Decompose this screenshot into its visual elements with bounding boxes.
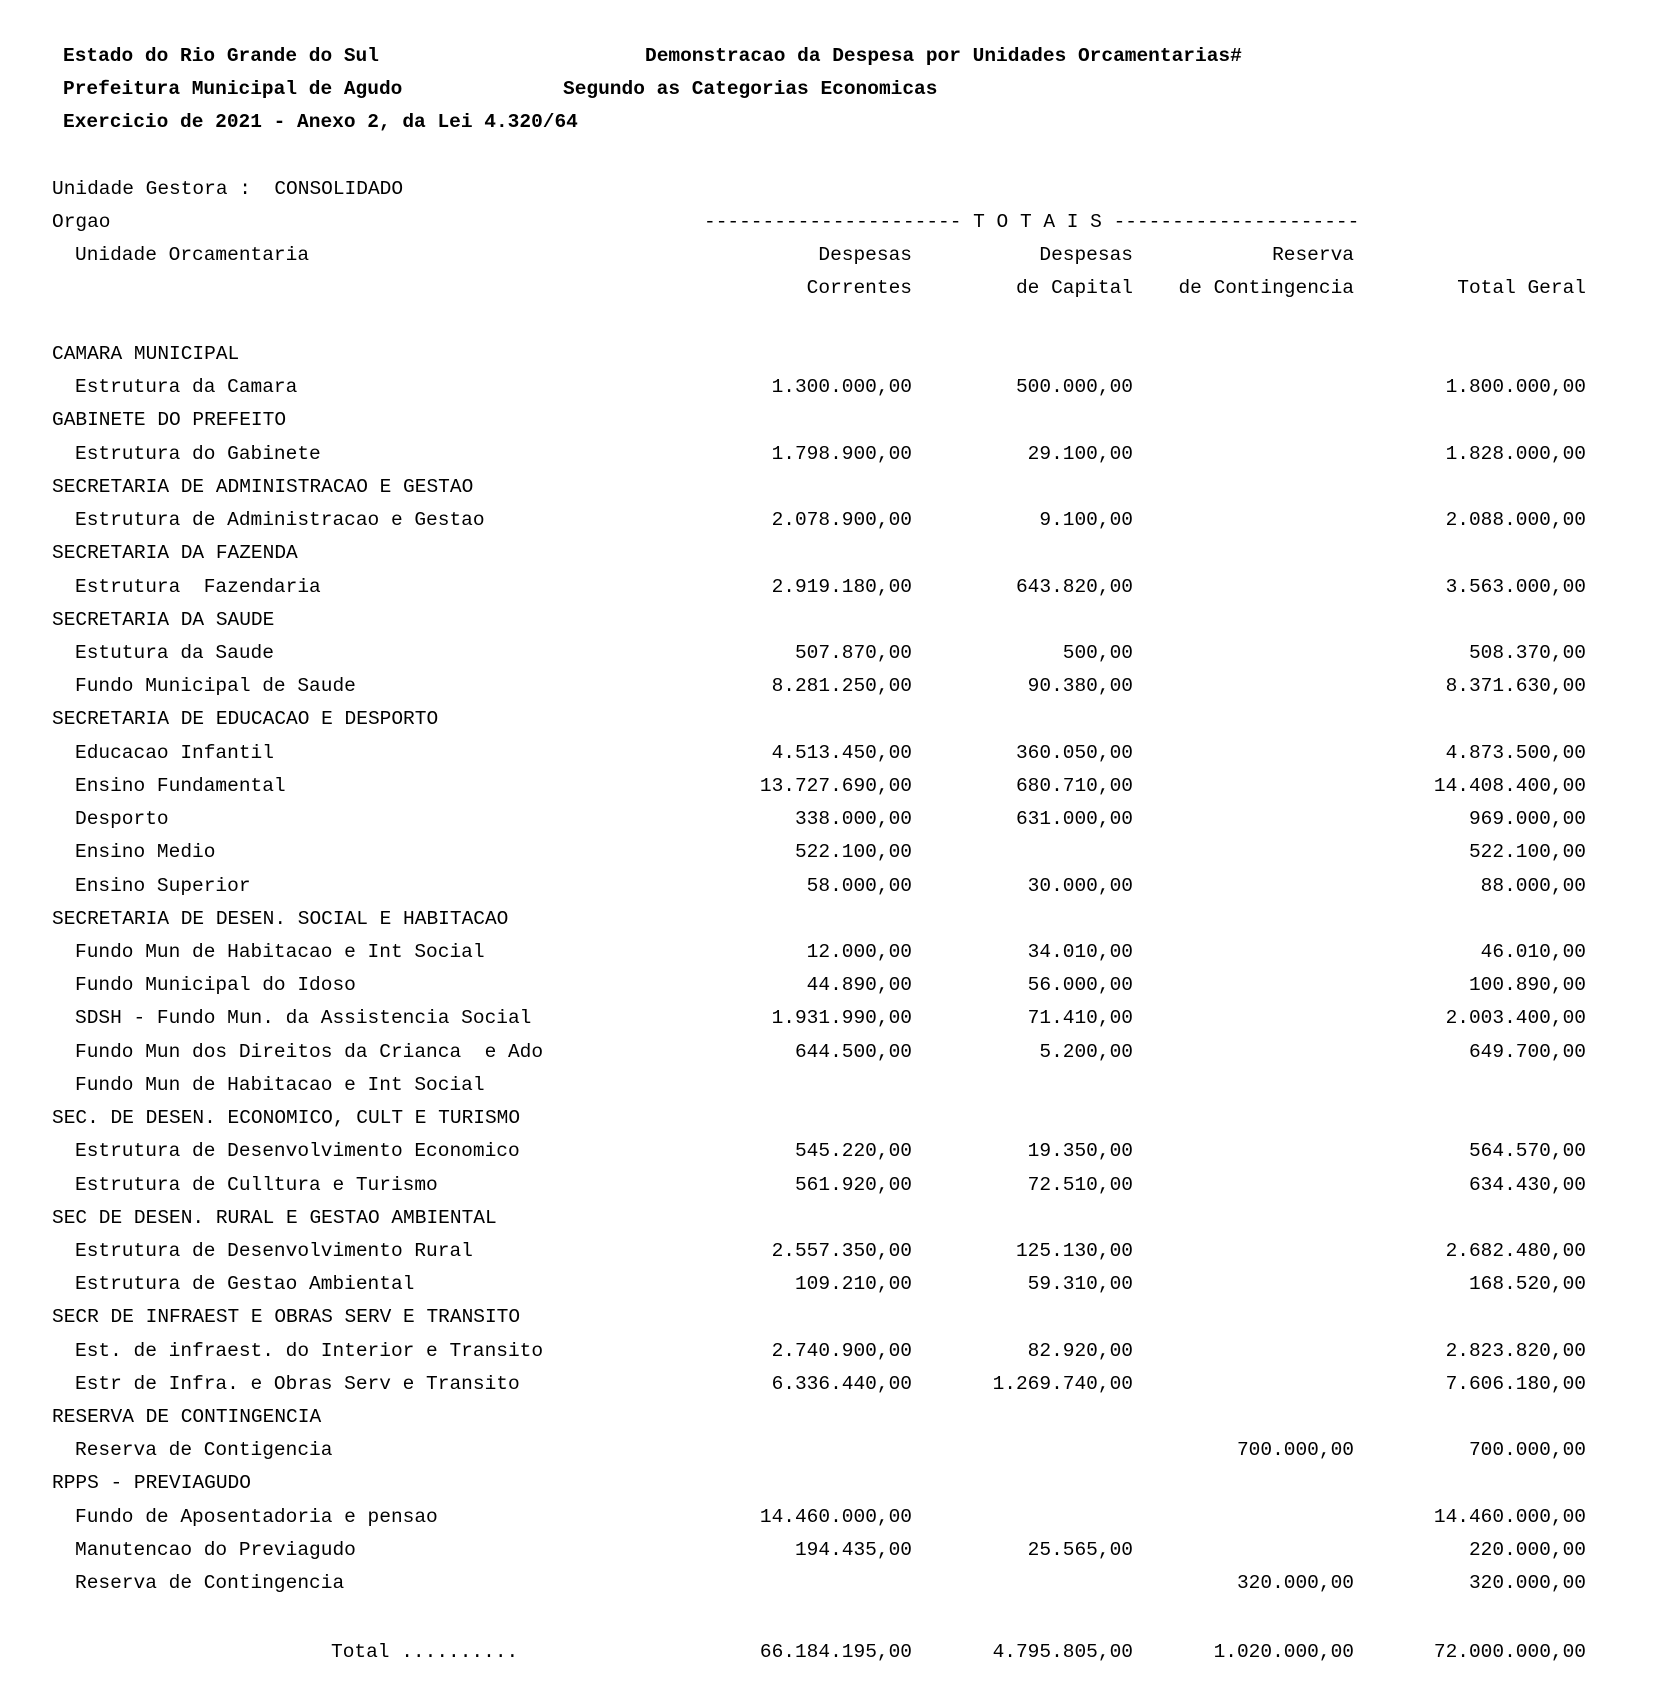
- orgao-heading: SECRETARIA DA FAZENDA: [52, 542, 298, 564]
- value-total-geral: 508.370,00: [1468, 642, 1586, 664]
- unidade-name: Ensino Fundamental: [75, 775, 286, 797]
- unidade-name: Estr de Infra. e Obras Serv e Transito: [75, 1373, 520, 1395]
- unidade-name: Manutencao do Previagudo: [75, 1539, 356, 1561]
- unidade-name: Reserva de Contigencia: [75, 1439, 333, 1461]
- value-capital: 631.000,00: [1015, 808, 1133, 830]
- value-correntes: 2.078.900,00: [771, 509, 912, 531]
- value-total-geral: 100.890,00: [1468, 974, 1586, 996]
- unidade-name: Fundo Mun dos Direitos da Crianca e Ado: [75, 1041, 544, 1063]
- value-correntes: 2.740.900,00: [771, 1340, 912, 1362]
- header-exercicio: Exercicio de 2021 - Anexo 2, da Lei 4.320/64: [63, 111, 578, 133]
- header-report-title: Demonstracao da Despesa por Unidades Orcamentarias#: [645, 45, 1242, 67]
- orgao-heading: CAMARA MUNICIPAL: [52, 343, 240, 365]
- value-total-geral: 4.873.500,00: [1445, 742, 1586, 764]
- value-total-geral: 3.563.000,00: [1445, 576, 1586, 598]
- unidade-name: Fundo de Aposentadoria e pensao: [75, 1506, 438, 1528]
- unidade-name: SDSH - Fundo Mun. da Assistencia Social: [75, 1007, 532, 1029]
- orgao-heading: SEC. DE DESEN. ECONOMICO, CULT E TURISMO: [52, 1107, 521, 1129]
- unidade-name: Estrutura Fazendaria: [75, 576, 321, 598]
- value-total-geral: 1.828.000,00: [1445, 443, 1586, 465]
- value-total-geral: 649.700,00: [1468, 1041, 1586, 1063]
- value-contingencia: 700.000,00: [1236, 1439, 1354, 1461]
- value-total-geral: 7.606.180,00: [1445, 1373, 1586, 1395]
- value-correntes: 194.435,00: [794, 1539, 912, 1561]
- value-correntes: 1.798.900,00: [771, 443, 912, 465]
- value-capital: 5.200,00: [1039, 1041, 1133, 1063]
- header-state: Estado do Rio Grande do Sul: [63, 45, 379, 67]
- header-prefeitura: Prefeitura Municipal de Agudo: [63, 78, 403, 100]
- unidade-name: Desporto: [75, 808, 169, 830]
- value-correntes: 13.727.690,00: [759, 775, 912, 797]
- unidade-name: Fundo Municipal de Saude: [75, 675, 356, 697]
- unidade-name: Fundo Municipal do Idoso: [75, 974, 356, 996]
- orgao-label: Orgao: [52, 211, 111, 233]
- value-total-geral: 969.000,00: [1468, 808, 1586, 830]
- unidade-name: Fundo Mun de Habitacao e Int Social: [75, 1074, 485, 1096]
- value-capital: 56.000,00: [1027, 974, 1133, 996]
- value-correntes: 12.000,00: [806, 941, 912, 963]
- orgao-heading: GABINETE DO PREFEITO: [52, 409, 287, 431]
- unidade-name: Estutura da Saude: [75, 642, 274, 664]
- value-capital: 125.130,00: [1015, 1240, 1133, 1262]
- unidade-name: Estrutura do Gabinete: [75, 443, 321, 465]
- value-correntes: 507.870,00: [794, 642, 912, 664]
- value-total-geral: 634.430,00: [1468, 1174, 1586, 1196]
- value-total-geral: 14.460.000,00: [1433, 1506, 1586, 1528]
- total-contingencia: 1.020.000,00: [1213, 1641, 1354, 1663]
- value-correntes: 44.890,00: [806, 974, 912, 996]
- value-capital: 643.820,00: [1015, 576, 1133, 598]
- value-correntes: 109.210,00: [794, 1273, 912, 1295]
- value-correntes: 644.500,00: [794, 1041, 912, 1063]
- col-capital-top: Despesas: [1039, 244, 1133, 266]
- value-capital: 72.510,00: [1027, 1174, 1133, 1196]
- value-total-geral: 522.100,00: [1468, 841, 1586, 863]
- orgao-heading: RPPS - PREVIAGUDO: [52, 1472, 251, 1494]
- value-correntes: 522.100,00: [794, 841, 912, 863]
- col-total-geral: Total Geral: [1457, 277, 1586, 299]
- value-correntes: 8.281.250,00: [771, 675, 912, 697]
- unidade-name: Estrutura de Desenvolvimento Rural: [75, 1240, 473, 1262]
- value-capital: 90.380,00: [1027, 675, 1133, 697]
- unidade-name: Estrutura da Camara: [75, 376, 298, 398]
- value-capital: 25.565,00: [1027, 1539, 1133, 1561]
- unidade-name: Fundo Mun de Habitacao e Int Social: [75, 941, 485, 963]
- value-total-geral: 88.000,00: [1480, 875, 1586, 897]
- value-capital: 360.050,00: [1015, 742, 1133, 764]
- value-total-geral: 2.682.480,00: [1445, 1240, 1586, 1262]
- value-correntes: 1.300.000,00: [771, 376, 912, 398]
- orgao-heading: SECRETARIA DE EDUCACAO E DESPORTO: [52, 708, 439, 730]
- value-total-geral: 320.000,00: [1468, 1572, 1586, 1594]
- value-total-geral: 168.520,00: [1468, 1273, 1586, 1295]
- value-total-geral: 1.800.000,00: [1445, 376, 1586, 398]
- value-total-geral: 220.000,00: [1468, 1539, 1586, 1561]
- col-capital-bottom: de Capital: [1015, 277, 1133, 299]
- value-correntes: 14.460.000,00: [759, 1506, 912, 1528]
- value-contingencia: 320.000,00: [1236, 1572, 1354, 1594]
- totais-divider: ---------------------- T O T A I S ---------------------: [704, 211, 1360, 233]
- value-capital: 71.410,00: [1027, 1007, 1133, 1029]
- value-capital: 59.310,00: [1027, 1273, 1133, 1295]
- value-correntes: 6.336.440,00: [771, 1373, 912, 1395]
- value-correntes: 2.919.180,00: [771, 576, 912, 598]
- value-capital: 19.350,00: [1027, 1140, 1133, 1162]
- orgao-heading: SECR DE INFRAEST E OBRAS SERV E TRANSITO: [52, 1306, 521, 1328]
- value-capital: 29.100,00: [1027, 443, 1133, 465]
- value-correntes: 4.513.450,00: [771, 742, 912, 764]
- value-correntes: 2.557.350,00: [771, 1240, 912, 1262]
- value-correntes: 338.000,00: [794, 808, 912, 830]
- orgao-heading: SECRETARIA DE ADMINISTRACAO E GESTAO: [52, 476, 474, 498]
- orgao-heading: SEC DE DESEN. RURAL E GESTAO AMBIENTAL: [52, 1207, 497, 1229]
- total-capital: 4.795.805,00: [992, 1641, 1133, 1663]
- value-total-geral: 46.010,00: [1480, 941, 1586, 963]
- unidade-name: Estrutura de Gestao Ambiental: [75, 1273, 415, 1295]
- value-total-geral: 2.003.400,00: [1445, 1007, 1586, 1029]
- orgao-heading: SECRETARIA DA SAUDE: [52, 609, 275, 631]
- total-label: Total ..........: [331, 1641, 519, 1663]
- unidade-name: Educacao Infantil: [75, 742, 274, 764]
- col-contingencia-bottom: de Contingencia: [1178, 277, 1354, 299]
- unidade-name: Ensino Medio: [75, 841, 216, 863]
- col-correntes-top: Despesas: [818, 244, 912, 266]
- unidade-name: Estrutura de Desenvolvimento Economico: [75, 1140, 520, 1162]
- value-capital: 34.010,00: [1027, 941, 1133, 963]
- value-total-geral: 2.823.820,00: [1445, 1340, 1586, 1362]
- value-total-geral: 14.408.400,00: [1433, 775, 1586, 797]
- value-capital: 30.000,00: [1027, 875, 1133, 897]
- value-correntes: 1.931.990,00: [771, 1007, 912, 1029]
- orgao-heading: RESERVA DE CONTINGENCIA: [52, 1406, 322, 1428]
- value-total-geral: 564.570,00: [1468, 1140, 1586, 1162]
- unidade-name: Est. de infraest. do Interior e Transito: [75, 1340, 544, 1362]
- col-correntes-bottom: Correntes: [806, 277, 912, 299]
- value-total-geral: 8.371.630,00: [1445, 675, 1586, 697]
- value-correntes: 561.920,00: [794, 1174, 912, 1196]
- col-contingencia-top: Reserva: [1272, 244, 1354, 266]
- unidade-name: Reserva de Contingencia: [75, 1572, 345, 1594]
- header-report-subtitle: Segundo as Categorias Economicas: [563, 78, 938, 100]
- value-capital: 500,00: [1062, 642, 1133, 664]
- total-geral: 72.000.000,00: [1433, 1641, 1586, 1663]
- unidade-name: Estrutura de Administracao e Gestao: [75, 509, 485, 531]
- value-correntes: 545.220,00: [794, 1140, 912, 1162]
- value-capital: 9.100,00: [1039, 509, 1133, 531]
- value-total-geral: 2.088.000,00: [1445, 509, 1586, 531]
- unidade-name: Ensino Superior: [75, 875, 251, 897]
- unidade-orcamentaria-label: Unidade Orcamentaria: [75, 244, 310, 266]
- total-correntes: 66.184.195,00: [759, 1641, 912, 1663]
- orgao-heading: SECRETARIA DE DESEN. SOCIAL E HABITACAO: [52, 908, 509, 930]
- unidade-name: Estrutura de Culltura e Turismo: [75, 1174, 438, 1196]
- unidade-gestora: Unidade Gestora : CONSOLIDADO: [52, 178, 404, 200]
- value-correntes: 58.000,00: [806, 875, 912, 897]
- value-capital: 82.920,00: [1027, 1340, 1133, 1362]
- value-capital: 500.000,00: [1015, 376, 1133, 398]
- value-total-geral: 700.000,00: [1468, 1439, 1586, 1461]
- value-capital: 1.269.740,00: [992, 1373, 1133, 1395]
- value-capital: 680.710,00: [1015, 775, 1133, 797]
